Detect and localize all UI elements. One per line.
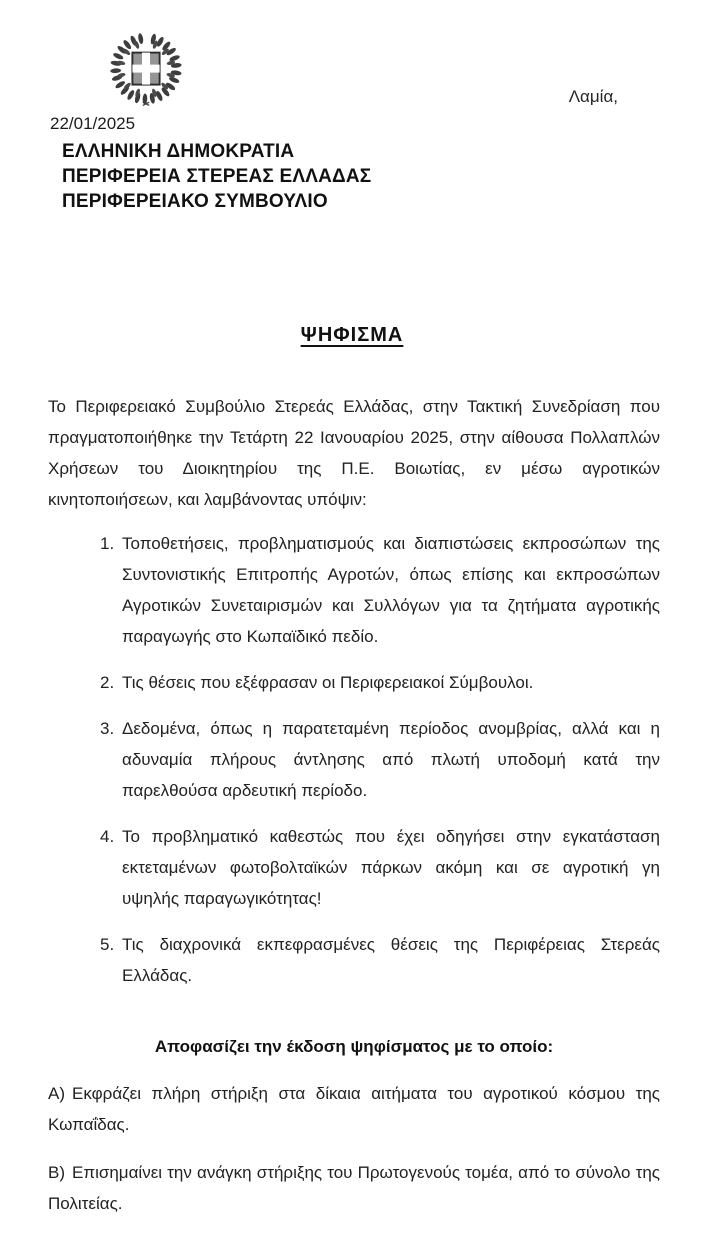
decision-point-b	[48, 1157, 660, 1219]
list-item-number: 2.	[100, 673, 115, 692]
letterhead-line-council: ΠΕΡΙΦΕΡΕΙΑΚΟ ΣΥΜΒΟΥΛΙΟ	[62, 191, 328, 212]
list-item	[100, 713, 660, 806]
list-item-text: Τις θέσεις που εξέφρασαν οι Περιφερειακοί Σύμβουλοι.	[122, 673, 534, 692]
list-item-number: 3.	[100, 719, 115, 738]
list-item-text: Τοποθετήσεις, προβληματισμούς και διαπιστώσεις εκπροσώπων της Συντονιστικής Επιτροπής Αγροτών, όπως επίσης και εκπροσώπων Αγροτικών Συνεταιρισμών και Συλλόγων για τα ζητήματα αγροτικής παραγωγής στο Κωπαϊδικό πεδίο.	[122, 534, 660, 646]
document-title-text: ΨΗΦΙΣΜΑ	[300, 324, 404, 346]
list-item-text: Το προβληματικό καθεστώς που έχει οδηγήσει στην εγκατάσταση εκτεταμένων φωτοβολταϊκών πάρκων ακόμη και σε αγροτική γη υψηλής παραγωγικότητας!	[122, 827, 660, 908]
list-item-text: Τις διαχρονικά εκπεφρασμένες θέσεις της Περιφέρειας Στερεάς Ελλάδας.	[122, 935, 660, 985]
decision-point-text: Επισημαίνει την ανάγκη στήριξης του Πρωτογενούς τομέα, από το σύνολο της Πολιτείας.	[48, 1163, 660, 1213]
considerations-list	[100, 528, 660, 991]
place-label: Λαμία,	[568, 87, 618, 106]
letterhead-line-republic: ΕΛΛΗΝΙΚΗ ΔΗΜΟΚΡΑΤΙΑ	[62, 141, 295, 162]
decision-heading: Αποφασίζει την έκδοση ψηφίσματος με το οποίο:	[154, 1037, 554, 1056]
list-item	[100, 528, 660, 652]
greek-coat-of-arms-icon	[106, 28, 186, 114]
list-item-number: 1.	[100, 534, 115, 553]
list-item-number: 5.	[100, 935, 115, 954]
document-title	[0, 324, 704, 347]
decision-point-label: Β)	[48, 1163, 65, 1182]
intro-paragraph: Το Περιφερειακό Συμβούλιο Στερεάς Ελλάδας, στην Τακτική Συνεδρίαση που πραγματοποιήθηκε την Τετάρτη 22 Ιανουαρίου 2025, στην αίθουσα Πολλαπλών Χρήσεων του Διοικητηρίου της Π.Ε. Βοιωτίας, εν μέσω αγροτικών κινητοποιήσεων, και λαμβάνοντας υπόψιν:	[48, 397, 660, 509]
list-item	[100, 667, 660, 698]
list-item	[100, 821, 660, 914]
letterhead-line-region: ΠΕΡΙΦΕΡΕΙΑ ΣΤΕΡΕΑΣ ΕΛΛΑΔΑΣ	[62, 166, 372, 187]
document-date: 22/01/2025	[50, 114, 136, 133]
letterhead	[62, 139, 371, 214]
decision-point-label: Α)	[48, 1084, 65, 1103]
document-body	[48, 391, 660, 1236]
decision-point-text: Εκφράζει πλήρη στήριξη στα δίκαια αιτήματα του αγροτικού κόσμου της Κωπαΐδας.	[48, 1084, 660, 1134]
list-item	[100, 929, 660, 991]
list-item-text: Δεδομένα, όπως η παρατεταμένη περίοδος ανομβρίας, αλλά και η αδυναμία πλήρους άντλησης από πλωτή υποδομή κατά την παρελθούσα αρδευτική περίοδο.	[122, 719, 660, 800]
list-item-number: 4.	[100, 827, 115, 846]
decision-point-a	[48, 1078, 660, 1140]
